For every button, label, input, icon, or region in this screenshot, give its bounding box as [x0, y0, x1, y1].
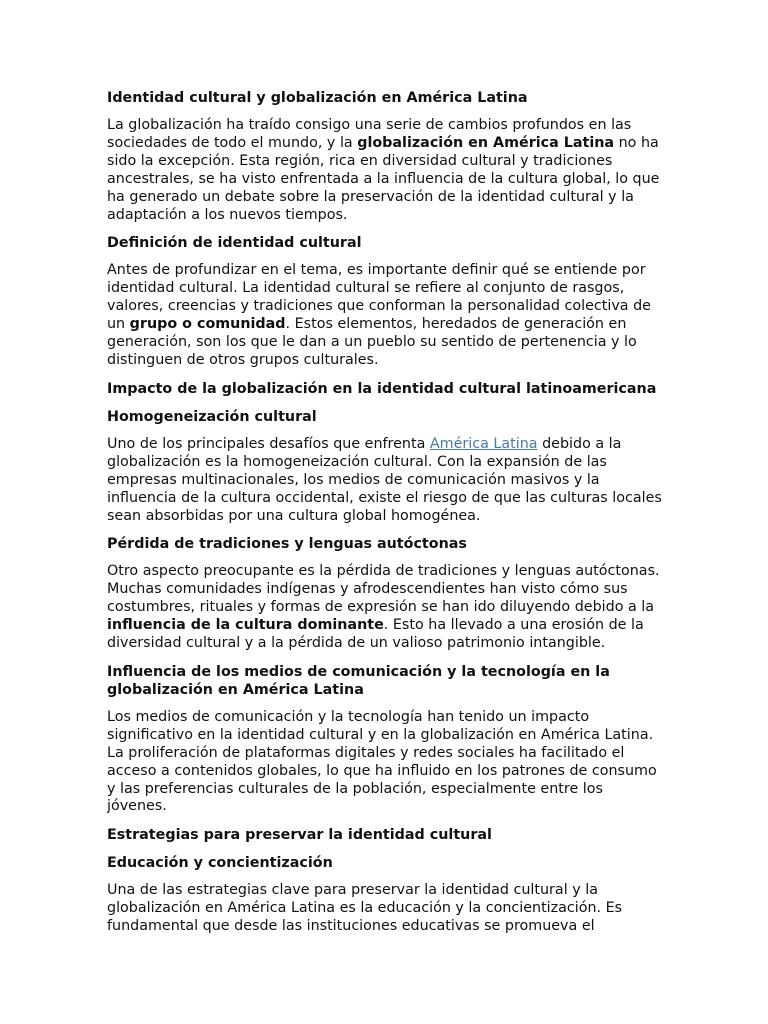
document-title: Identidad cultural y globalización en América Latina	[107, 90, 528, 106]
america-latina-link[interactable]: América Latina	[429, 435, 538, 452]
heading-perdida: Pérdida de tradiciones y lenguas autóctonas	[107, 536, 467, 553]
definicion-bold: grupo o comunidad	[129, 316, 286, 333]
homogeneizacion-text-2: debido a la globalización es la homogeneización cultural. Con la expansión de las empresas multinacionales, los medios de comunicación masivos y la influencia de la cultura occidental, existe el riesgo de que las culturas locales sean absorbidas por una cultura global homogénea.	[107, 435, 662, 524]
perdida-bold: influencia de la cultura dominante	[107, 617, 384, 634]
definicion-text-2: . Estos elementos, heredados de generación en generación, son los que le dan a un pueblo su sentido de pertenencia y lo distinguen de otros grupos culturales.	[107, 316, 637, 368]
definicion-text-1: Antes de profundizar en el tema, es importante definir qué se entiende por identidad cultural. La identidad cultural se refiere al conjunto de rasgos, valores, creencias y tradiciones que conforman la personalidad colectiva de un	[107, 262, 651, 333]
intro-bold: globalización en América Latina	[357, 134, 615, 151]
heading-educacion: Educación y concientización	[107, 855, 333, 872]
homogeneizacion-paragraph	[107, 436, 663, 526]
homogeneizacion-text-1: Uno de los principales desafíos que enfrenta	[107, 435, 430, 452]
heading-homogeneizacion: Homogeneización cultural	[107, 408, 317, 425]
perdida-text-2: . Esto ha llevado a una erosión de la diversidad cultural y a la pérdida de un valioso patrimonio intangible.	[107, 617, 644, 652]
document-page	[107, 89, 663, 946]
intro-text-2: no ha sido la excepción. Esta región, rica en diversidad cultural y tradiciones ancestrales, se ha visto enfrentada a la influencia de la cultura global, lo que ha generado un debate sobre la preservación de la identidad cultural y la adaptación a los nuevos tiempos.	[107, 134, 660, 223]
perdida-text-1: Otro aspecto preocupante es la pérdida de tradiciones y lenguas autóctonas. Muchas comunidades indígenas y afrodescendientes han visto cómo sus costumbres, rituales y formas de expresión se han ido diluyendo debido a la	[107, 563, 660, 616]
educacion-paragraph: Una de las estrategias clave para preservar la identidad cultural y la globalización en América Latina es la educación y la concientización. Es fundamental que desde las instituciones educativas se promueva el	[107, 882, 623, 935]
heading-estrategias: Estrategias para preservar la identidad cultural	[107, 827, 492, 844]
heading-impacto: Impacto de la globalización en la identidad cultural latinoamericana	[107, 380, 657, 397]
perdida-paragraph	[107, 563, 663, 653]
heading-definicion: Definición de identidad cultural	[107, 235, 362, 252]
intro-paragraph	[107, 117, 663, 224]
definicion-paragraph	[107, 262, 663, 369]
intro-text-1: La globalización ha traído consigo una serie de cambios profundos en las sociedades de todo el mundo, y la	[107, 117, 632, 151]
heading-medios: Influencia de los medios de comunicación y la tecnología en la globalización en América Latina	[107, 663, 610, 698]
medios-paragraph: Los medios de comunicación y la tecnología han tenido un impacto significativo en la identidad cultural y en la globalización en América Latina. La proliferación de plataformas digitales y redes sociales ha facilitado el acceso a contenidos globales, lo que ha influido en los patrones de consumo y las preferencias culturales de la población, especialmente entre los jóvenes.	[107, 708, 657, 815]
